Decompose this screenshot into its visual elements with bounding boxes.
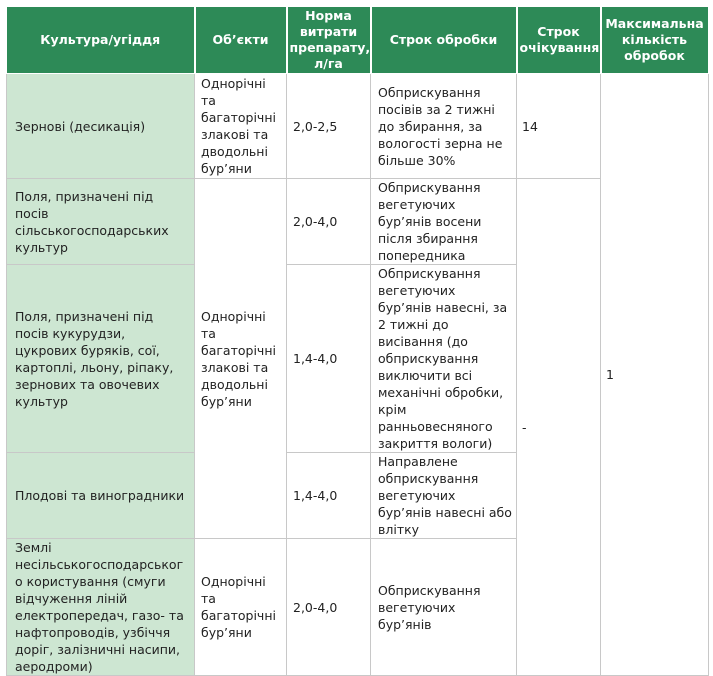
cell-waiting-shared: -	[517, 179, 601, 676]
cell-crop: Землі несільськогосподарського користування (смуги відчуження ліній електропередач, газо- та нафтопроводів, узбіччя доріг, залізничні насипи, аеродроми)	[7, 539, 195, 676]
table-header-row	[7, 7, 709, 74]
cell-crop: Зернові (десикація)	[7, 74, 195, 179]
cell-rate: 1,4-4,0	[287, 453, 371, 539]
application-regulations-table	[6, 6, 710, 676]
cell-rate: 2,0-4,0	[287, 179, 371, 265]
header-objects: Об’єкти	[195, 7, 287, 74]
cell-rate: 2,0-2,5	[287, 74, 371, 179]
header-max-treatments: Максимальна кількість обробок	[601, 7, 709, 74]
cell-objects: Однорічні та багаторічні бур’яни	[195, 539, 287, 676]
regulation-table-wrapper	[6, 6, 710, 676]
cell-term: Обприскування посівів за 2 тижні до збирання, за вологості зерна не більше 30%	[371, 74, 517, 179]
cell-rate: 1,4-4,0	[287, 265, 371, 453]
header-term: Строк обробки	[371, 7, 517, 74]
cell-objects: Однорічні та багаторічні злакові та дводольні бур’яни	[195, 74, 287, 179]
cell-rate: 2,0-4,0	[287, 539, 371, 676]
cell-term: Обприскування вегетуючих бур’янів восени після збирання попередника	[371, 179, 517, 265]
cell-crop: Поля, призначені під посів кукурудзи, цукрових буряків, сої, картоплі, льону, ріпаку, зернових та овочевих культур	[7, 265, 195, 453]
cell-max-treatments: 1	[601, 74, 709, 676]
cell-term: Направлене обприскування вегетуючих бур’янів навесні або влітку	[371, 453, 517, 539]
header-waiting: Строк очікування	[517, 7, 601, 74]
cell-term: Обприскування вегетуючих бур’янів	[371, 539, 517, 676]
cell-waiting: 14	[517, 74, 601, 179]
cell-term: Обприскування вегетуючих бур’янів навесні, за 2 тижні до висівання (до обприскування виключити всі механічні обробки, крім ранньовесняного закриття вологи)	[371, 265, 517, 453]
header-crop: Культура/угіддя	[7, 7, 195, 74]
cell-objects-shared: Однорічні та багаторічні злакові та дводольні бур’яни	[195, 179, 287, 539]
table-row	[7, 74, 709, 179]
header-rate: Норма витрати препарату, л/га	[287, 7, 371, 74]
cell-crop: Плодові та виноградники	[7, 453, 195, 539]
cell-crop: Поля, призначені під посів сільськогосподарських культур	[7, 179, 195, 265]
